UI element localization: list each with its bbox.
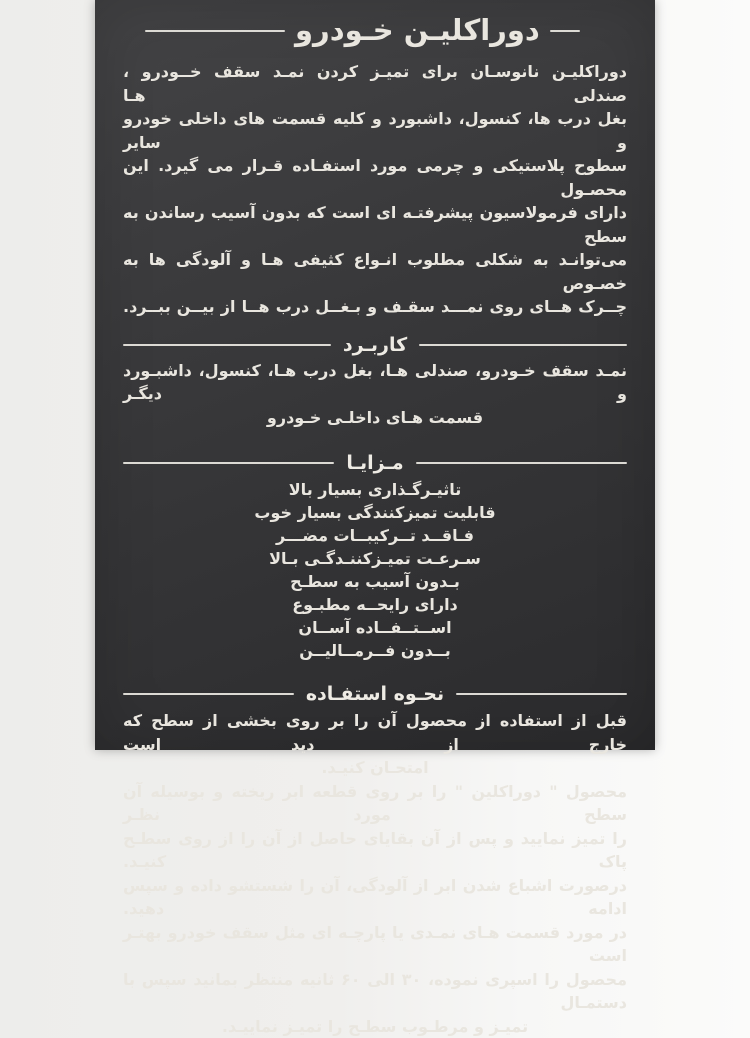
howto-line: قبل از استفاده از محصول آن را بر روی بخشی از سطح که خارج از دید است — [123, 711, 627, 754]
benefits-list — [123, 478, 627, 662]
benefits-rule-right — [416, 462, 627, 464]
intro-line: دوراکلیـن نانوسـان برای تمیـز کردن نمـد سقف خــودرو ، صندلی هـا — [123, 62, 627, 105]
benefits-section-header — [123, 452, 627, 474]
usage-line: نمـد سقف خـودرو، صندلی هـا، بغل درب هـا، کنسول، داشبـورد و دیگـر — [123, 360, 627, 404]
howto-line: را تمیز نمایید و پس از آن بقایای حاصل از آن را از روی سطـح پاک کنیـد. — [123, 828, 627, 872]
product-label-card — [95, 0, 655, 1036]
howto-section-body — [123, 709, 627, 1038]
benefit-item: قابلیت تمیزکنندگی بسیار خوب — [254, 503, 496, 523]
intro-line: دارای فرمولاسیون پیشرفتـه ای است که بدون آسیب رساندن به سطح — [123, 203, 627, 246]
benefit-item: سـرعـت تمیـزکننـدگـی بـالا — [269, 549, 481, 569]
title-rule-left — [145, 30, 285, 32]
howto-line: محصول را اسپری نموده، ۳۰ الی ۶۰ ثانیه منتظر بمانید سپس با دستمـال — [123, 969, 627, 1013]
usage-rule-left — [123, 344, 331, 346]
howto-heading: نحـوه استفـاده — [305, 683, 445, 706]
usage-rule-right — [419, 344, 627, 346]
howto-section-header — [123, 683, 627, 705]
howto-line: تمیـز و مرطـوب سطـح را تمیـز نماییـد. — [221, 1016, 529, 1036]
intro-paragraph — [123, 60, 627, 319]
intro-line: بغل درب ها، کنسول، داشبورد و کلیه قسمت های داخلی خودرو و سایر — [123, 109, 627, 152]
product-title: دوراکلیـن خـودرو — [295, 13, 540, 47]
usage-heading: کاربـرد — [342, 333, 408, 356]
howto-rule-left — [123, 693, 294, 695]
howto-line: در مورد قسمت هـای نمـدی یا پارچـه ای مثل سقف خودرو بهتـر است — [123, 922, 627, 966]
benefit-item: تاثیـرگـذاری بسیار بالا — [288, 480, 462, 500]
usage-section-body — [123, 359, 627, 430]
intro-line: می‌توانـد به شکلی مطلوب انـواع کثیفی هـا و آلودگی ها به خصـوص — [123, 250, 627, 293]
benefit-item: اســتــفــاده آســان — [298, 618, 452, 638]
title-rule-right — [550, 30, 580, 32]
benefit-item: بـدون آسیب به سطـح — [290, 572, 460, 592]
benefits-rule-left — [123, 462, 334, 464]
howto-line: محصول " دوراکلین " را بر روی قطعه ابر ریخته و بوسیله آن سطح مورد نظـر — [123, 781, 627, 825]
benefit-item: دارای رایحــه مطبـوع — [292, 595, 458, 615]
usage-section-header — [123, 334, 627, 356]
intro-line: سطوح پلاستیکی و چرمی مورد استفـاده قـرار می گیرد. این محصـول — [123, 156, 627, 199]
usage-line: قسمت هـای داخلـی خـودرو — [266, 407, 484, 427]
title-row — [123, 14, 627, 47]
benefit-item: فـاقــد تــرکیبــات مضـــر — [275, 526, 475, 546]
howto-rule-right — [456, 693, 627, 695]
intro-line: چــرک هــای روی نمـــد سقـف و بـغــل درب هــا از بیــن ببــرد. — [123, 297, 627, 317]
benefits-heading: مـزایـا — [346, 452, 404, 475]
howto-line: درصورت اشباع شدن ابر از آلودگی، آن را شستشو داده و سپس ادامه دهید. — [123, 875, 627, 919]
benefit-item: بــدون فــرمــالیــن — [299, 641, 451, 661]
howto-line: امتحـان کنیـد. — [321, 758, 429, 778]
